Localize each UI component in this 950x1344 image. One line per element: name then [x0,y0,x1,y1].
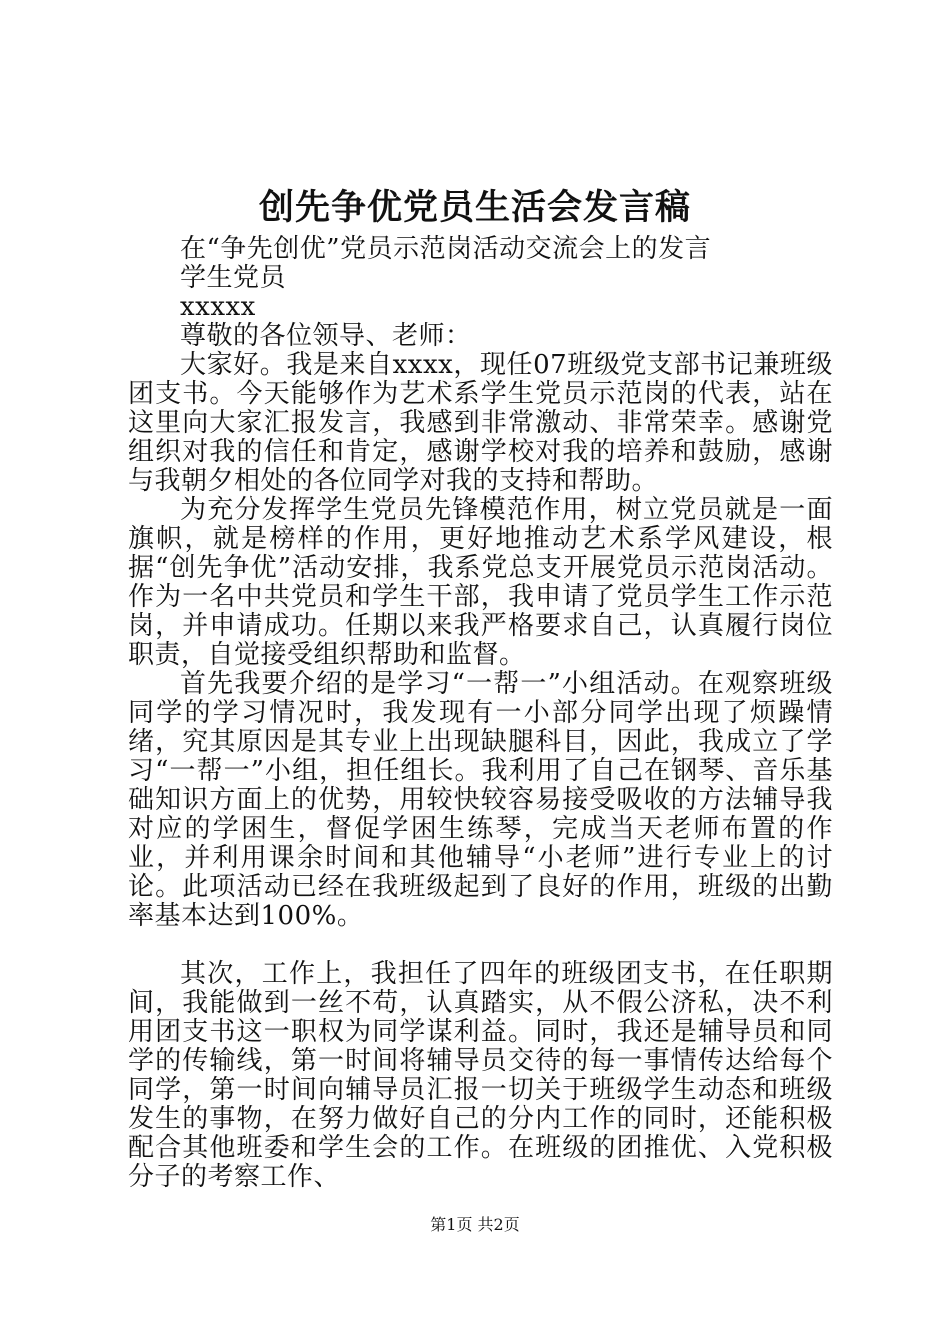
paragraph-greeting: 大家好。我是来自xxxx，现任07班级党支部书记兼班级团支书。今天能够作为艺术系学生党员示范岗的代表，站在这里向大家汇报发言，我感到非常激动、非常荣幸。感谢党组织对我的信任和肯定，感谢学校对我的培养和鼓励，感谢与我朝夕相处的各位同学对我的支持和帮助。 [128,350,833,496]
document-title: 创先争优党员生活会发言稿 [258,187,691,228]
author-role: 学生党员 [180,263,287,293]
author-name: xxxxx [180,292,256,322]
paragraph-spacer [128,931,833,960]
paragraph-work: 其次，工作上，我担任了四年的班级团支书，在任职期间，我能做到一丝不苟，认真踏实，从不假公济私，决不利用团支书这一职权为同学谋利益。同时，我还是辅导员和同学的传输线，第一时间将辅导员交待的每一事情传达给每个同学，第一时间向辅导员汇报一切关于班级学生动态和班级发生的事物，在努力做好自己的分内工作的同时，还能积极配合其他班委和学生会的工作。在班级的团推优、入党积极分子的考察工作、 [128,959,833,1192]
paragraph-study-group: 首先我要介绍的是学习“一帮一”小组活动。在观察班级同学的学习情况时，我发现有一小部分同学出现了烦躁情绪，究其原因是其专业上出现缺腿科目，因此，我成立了学习“一帮一”小组，担任组长。我利用了自己在钢琴、音乐基础知识方面上的优势，用较快较容易接受吸收的方法辅导我对应的学困生，督促学困生练琴，完成当天老师布置的作业，并利用课余时间和其他辅导“小老师”进行专业上的讨论。此项活动已经在我班级起到了良好的作用，班级的出勤率基本达到100%。 [128,669,833,931]
paragraph-background: 为充分发挥学生党员先锋模范作用，树立党员就是一面旗帜，就是榜样的作用，更好地推动艺术系学风建设，根据“创先争优”活动安排，我系党总支开展党员示范岗活动。作为一名中共党员和学生干部，我申请了党员学生工作示范岗，并申请成功。任期以来我严格要求自己，认真履行岗位职责，自觉接受组织帮助和监督。 [128,495,833,670]
speech-subtitle: 在“争先创优”党员示范岗活动交流会上的发言 [180,234,712,264]
page-number: 第1页 共2页 [430,1215,520,1234]
document-body [128,235,833,1192]
salutation: 尊敬的各位领导、老师： [180,321,472,351]
